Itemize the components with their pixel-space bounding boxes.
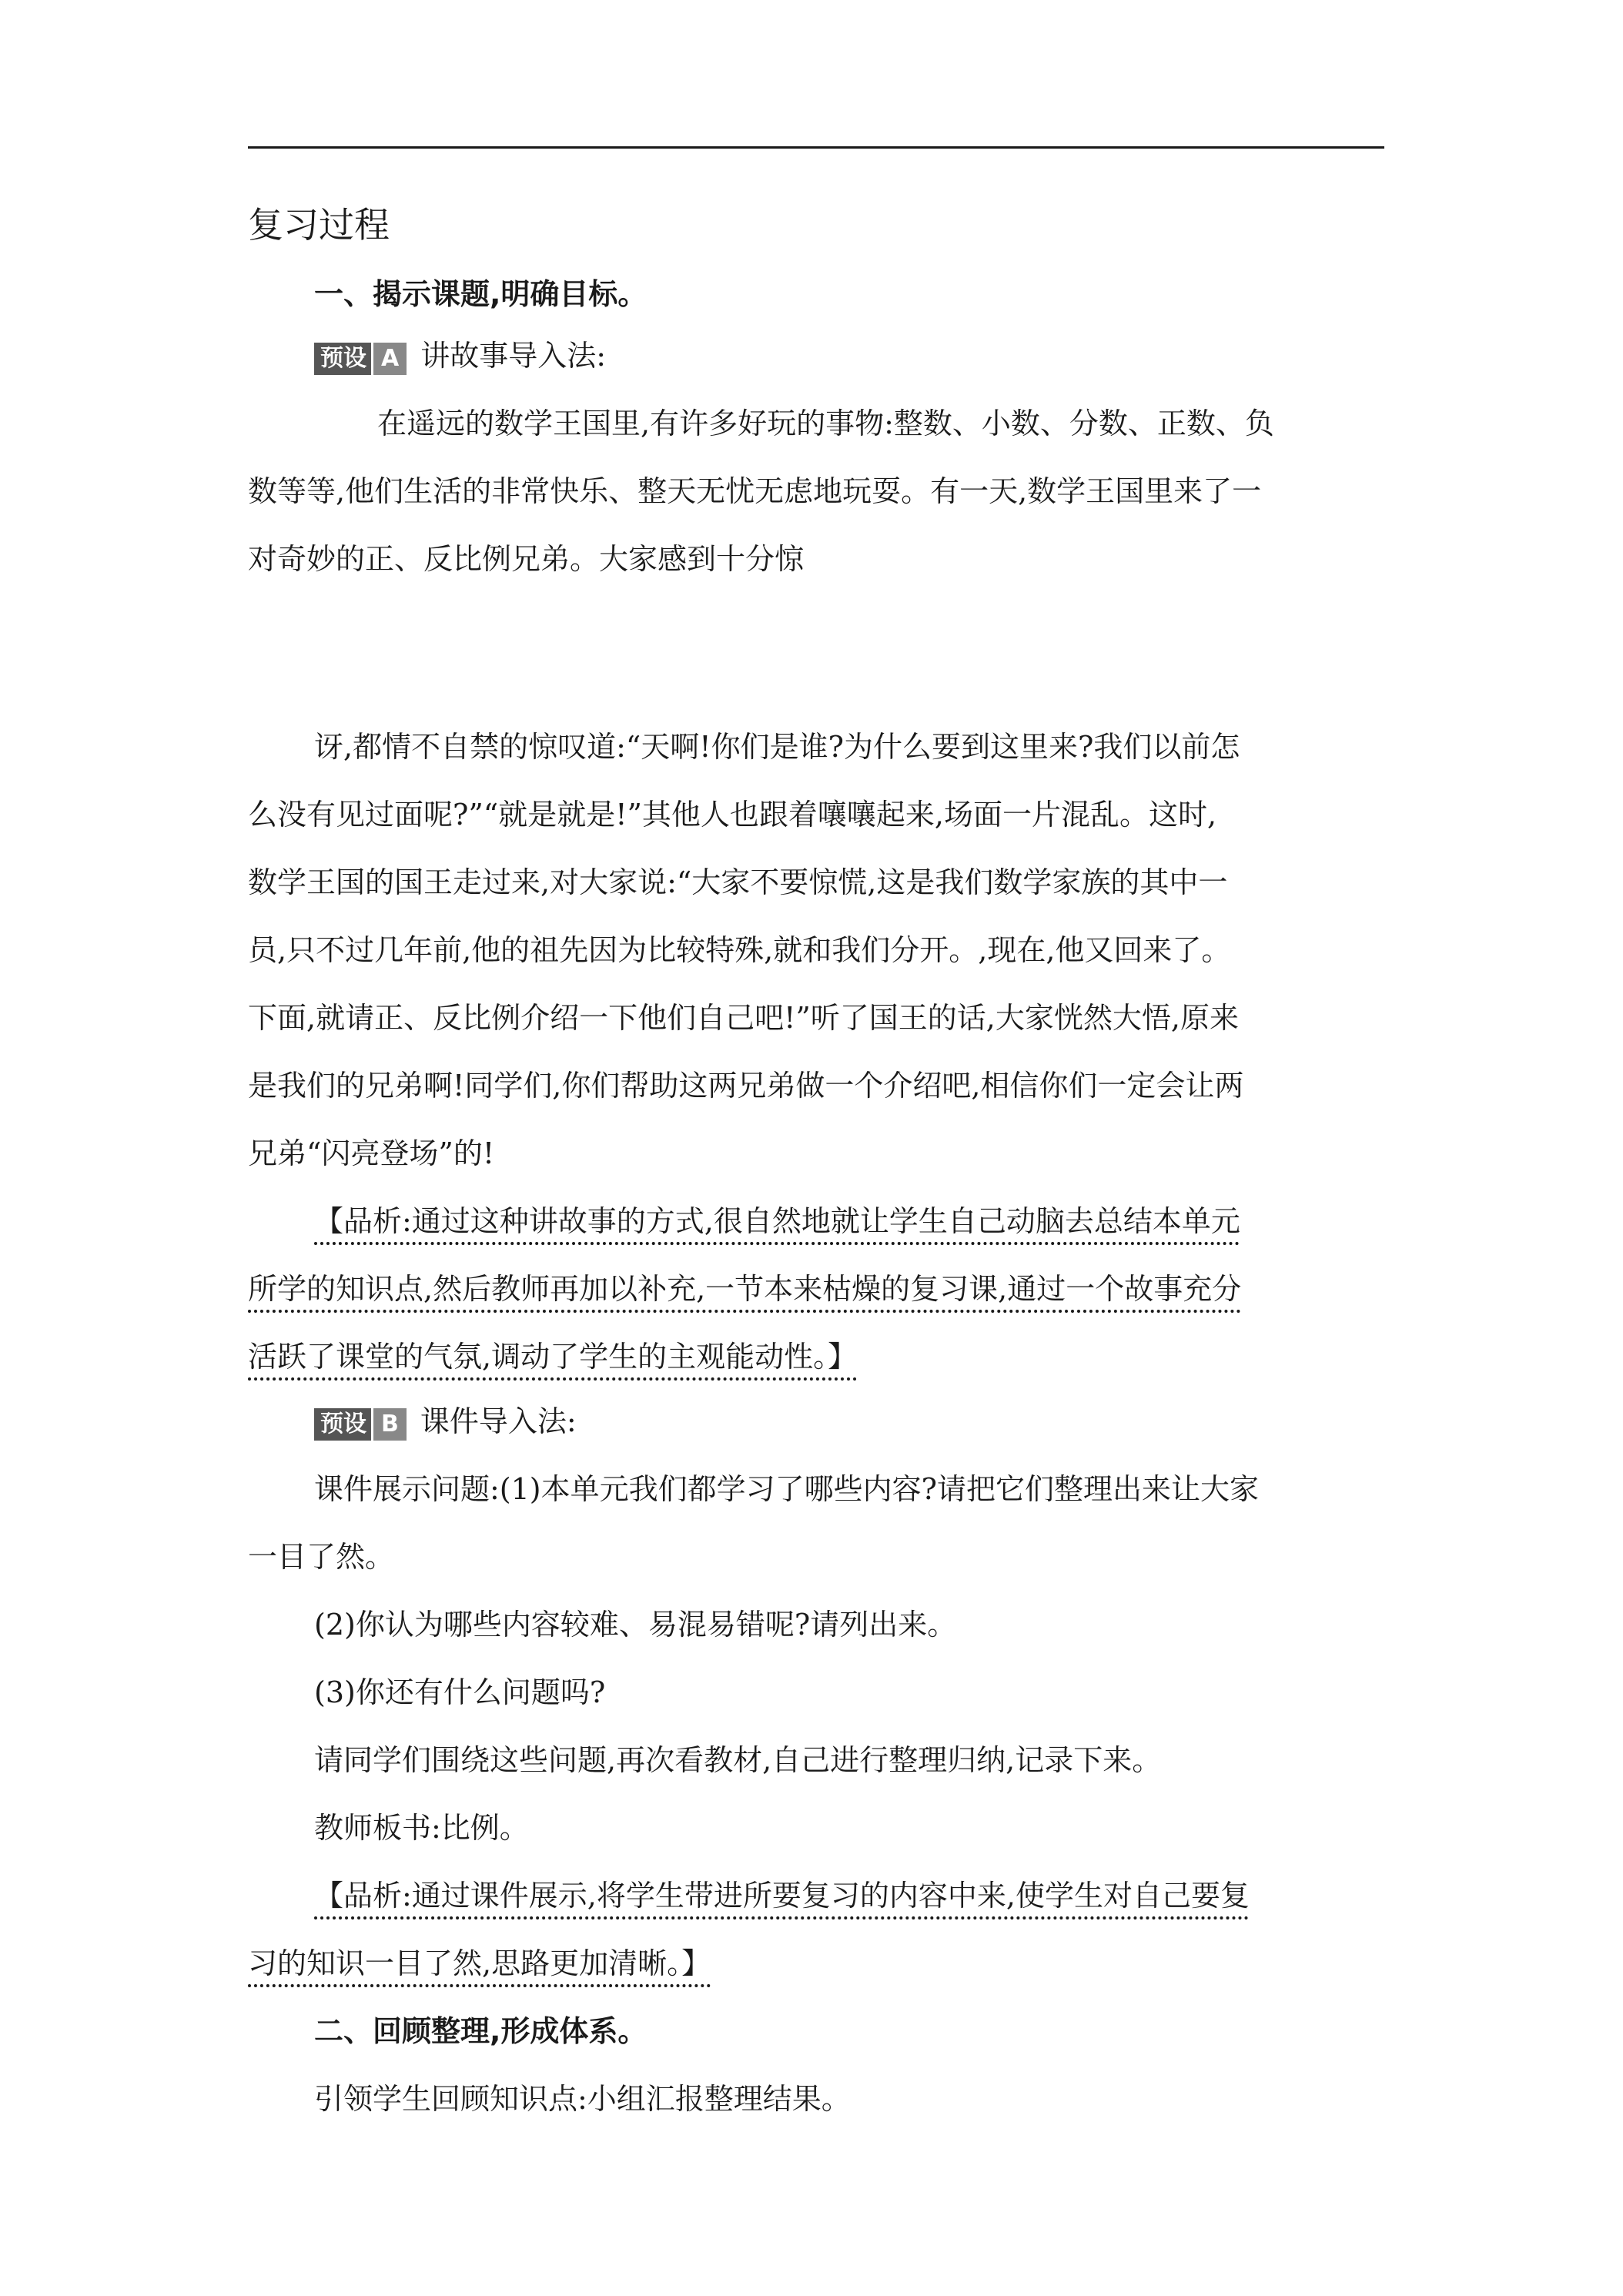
analysis-comment-b — [314, 1876, 1451, 1916]
preset-badge-word: 预设 — [314, 1408, 371, 1441]
story-line: 在遥远的数学王国里,有许多好玩的事物:整数、小数、分数、正数、负 — [377, 407, 1274, 440]
preset-a-row — [314, 336, 1451, 376]
story-line: 下面,就请正、反比例介绍一下他们自己吧!”听了国王的话,大家恍然大悟,原来 — [248, 1001, 1239, 1035]
courseware-line: 教师板书:比例。 — [314, 1811, 529, 1845]
analysis-comment-a — [248, 1337, 1384, 1377]
analysis-comment-a — [248, 1269, 1384, 1309]
preset-b-badge — [314, 1408, 407, 1441]
section-heading-2: 二、回顾整理,形成体系。 — [314, 2014, 648, 2048]
story-line: 员,只不过几年前,他的祖先因为比较特殊,就和我们分开。,现在,他又回来了。 — [248, 933, 1231, 967]
story-line: 是我们的兄弟啊!同学们,你们帮助这两兄弟做一个介绍吧,相信你们一定会让两 — [248, 1069, 1244, 1103]
courseware-line: (2)你认为哪些内容较难、易混易错呢?请列出来。 — [314, 1608, 957, 1642]
story-line: 数等等,他们生活的非常快乐、整天无忧无虑地玩耍。有一天,数学王国里来了一 — [248, 474, 1262, 508]
preset-b-label: 课件导入法: — [420, 1404, 577, 1438]
courseware-line: 请同学们围绕这些问题,再次看教材,自己进行整理归纳,记录下来。 — [314, 1743, 1162, 1777]
page-heading: 复习过程 — [248, 204, 390, 246]
story-line: 数学王国的国王走过来,对大家说:“大家不要惊慌,这是我们数学家族的其中一 — [248, 865, 1228, 899]
courseware-line: 课件展示问题:(1)本单元我们都学习了哪些内容?请把它们整理出来让大家 — [314, 1472, 1260, 1506]
preset-badge-word: 预设 — [314, 343, 371, 375]
preset-badge-letter: A — [373, 343, 407, 375]
courseware-line: 一目了然。 — [248, 1540, 395, 1574]
preset-a-label: 讲故事导入法: — [420, 339, 607, 373]
comment-line: 所学的知识点,然后教师再加以补充,一节本来枯燥的复习课,通过一个故事充分 — [248, 1272, 1242, 1306]
comment-line: 活跃了课堂的气氛,调动了学生的主观能动性。】 — [248, 1340, 858, 1374]
preset-badge-letter: B — [373, 1408, 407, 1441]
comment-line: 习的知识一目了然,思路更加清晰。】 — [248, 1946, 711, 1980]
preset-b-row — [314, 1401, 1451, 1441]
courseware-line: (3)你还有什么问题吗? — [314, 1675, 606, 1709]
preset-a-badge — [314, 343, 407, 375]
story-line: 讶,都情不自禁的惊叹道:“天啊!你们是谁?为什么要到这里来?我们以前怎 — [314, 730, 1240, 764]
comment-line: 【品析:通过课件展示,将学生带进所要复习的内容中来,使学生对自己要复 — [314, 1879, 1250, 1913]
header-rule — [248, 146, 1384, 149]
section-heading-1: 一、揭示课题,明确目标。 — [314, 277, 648, 311]
comment-line: 【品析:通过这种讲故事的方式,很自然地就让学生自己动脑去总结本单元 — [314, 1204, 1240, 1238]
analysis-comment-b — [248, 1943, 1384, 1983]
story-line: 对奇妙的正、反比例兄弟。大家感到十分惊 — [248, 542, 805, 576]
story-line: 兄弟“闪亮登场”的! — [248, 1136, 495, 1170]
summary-line: 引领学生回顾知识点:小组汇报整理结果。 — [314, 2082, 851, 2116]
story-line: 么没有见过面呢?”“就是就是!”其他人也跟着嚷嚷起来,场面一片混乱。这时, — [248, 798, 1217, 832]
analysis-comment-a — [314, 1201, 1451, 1241]
